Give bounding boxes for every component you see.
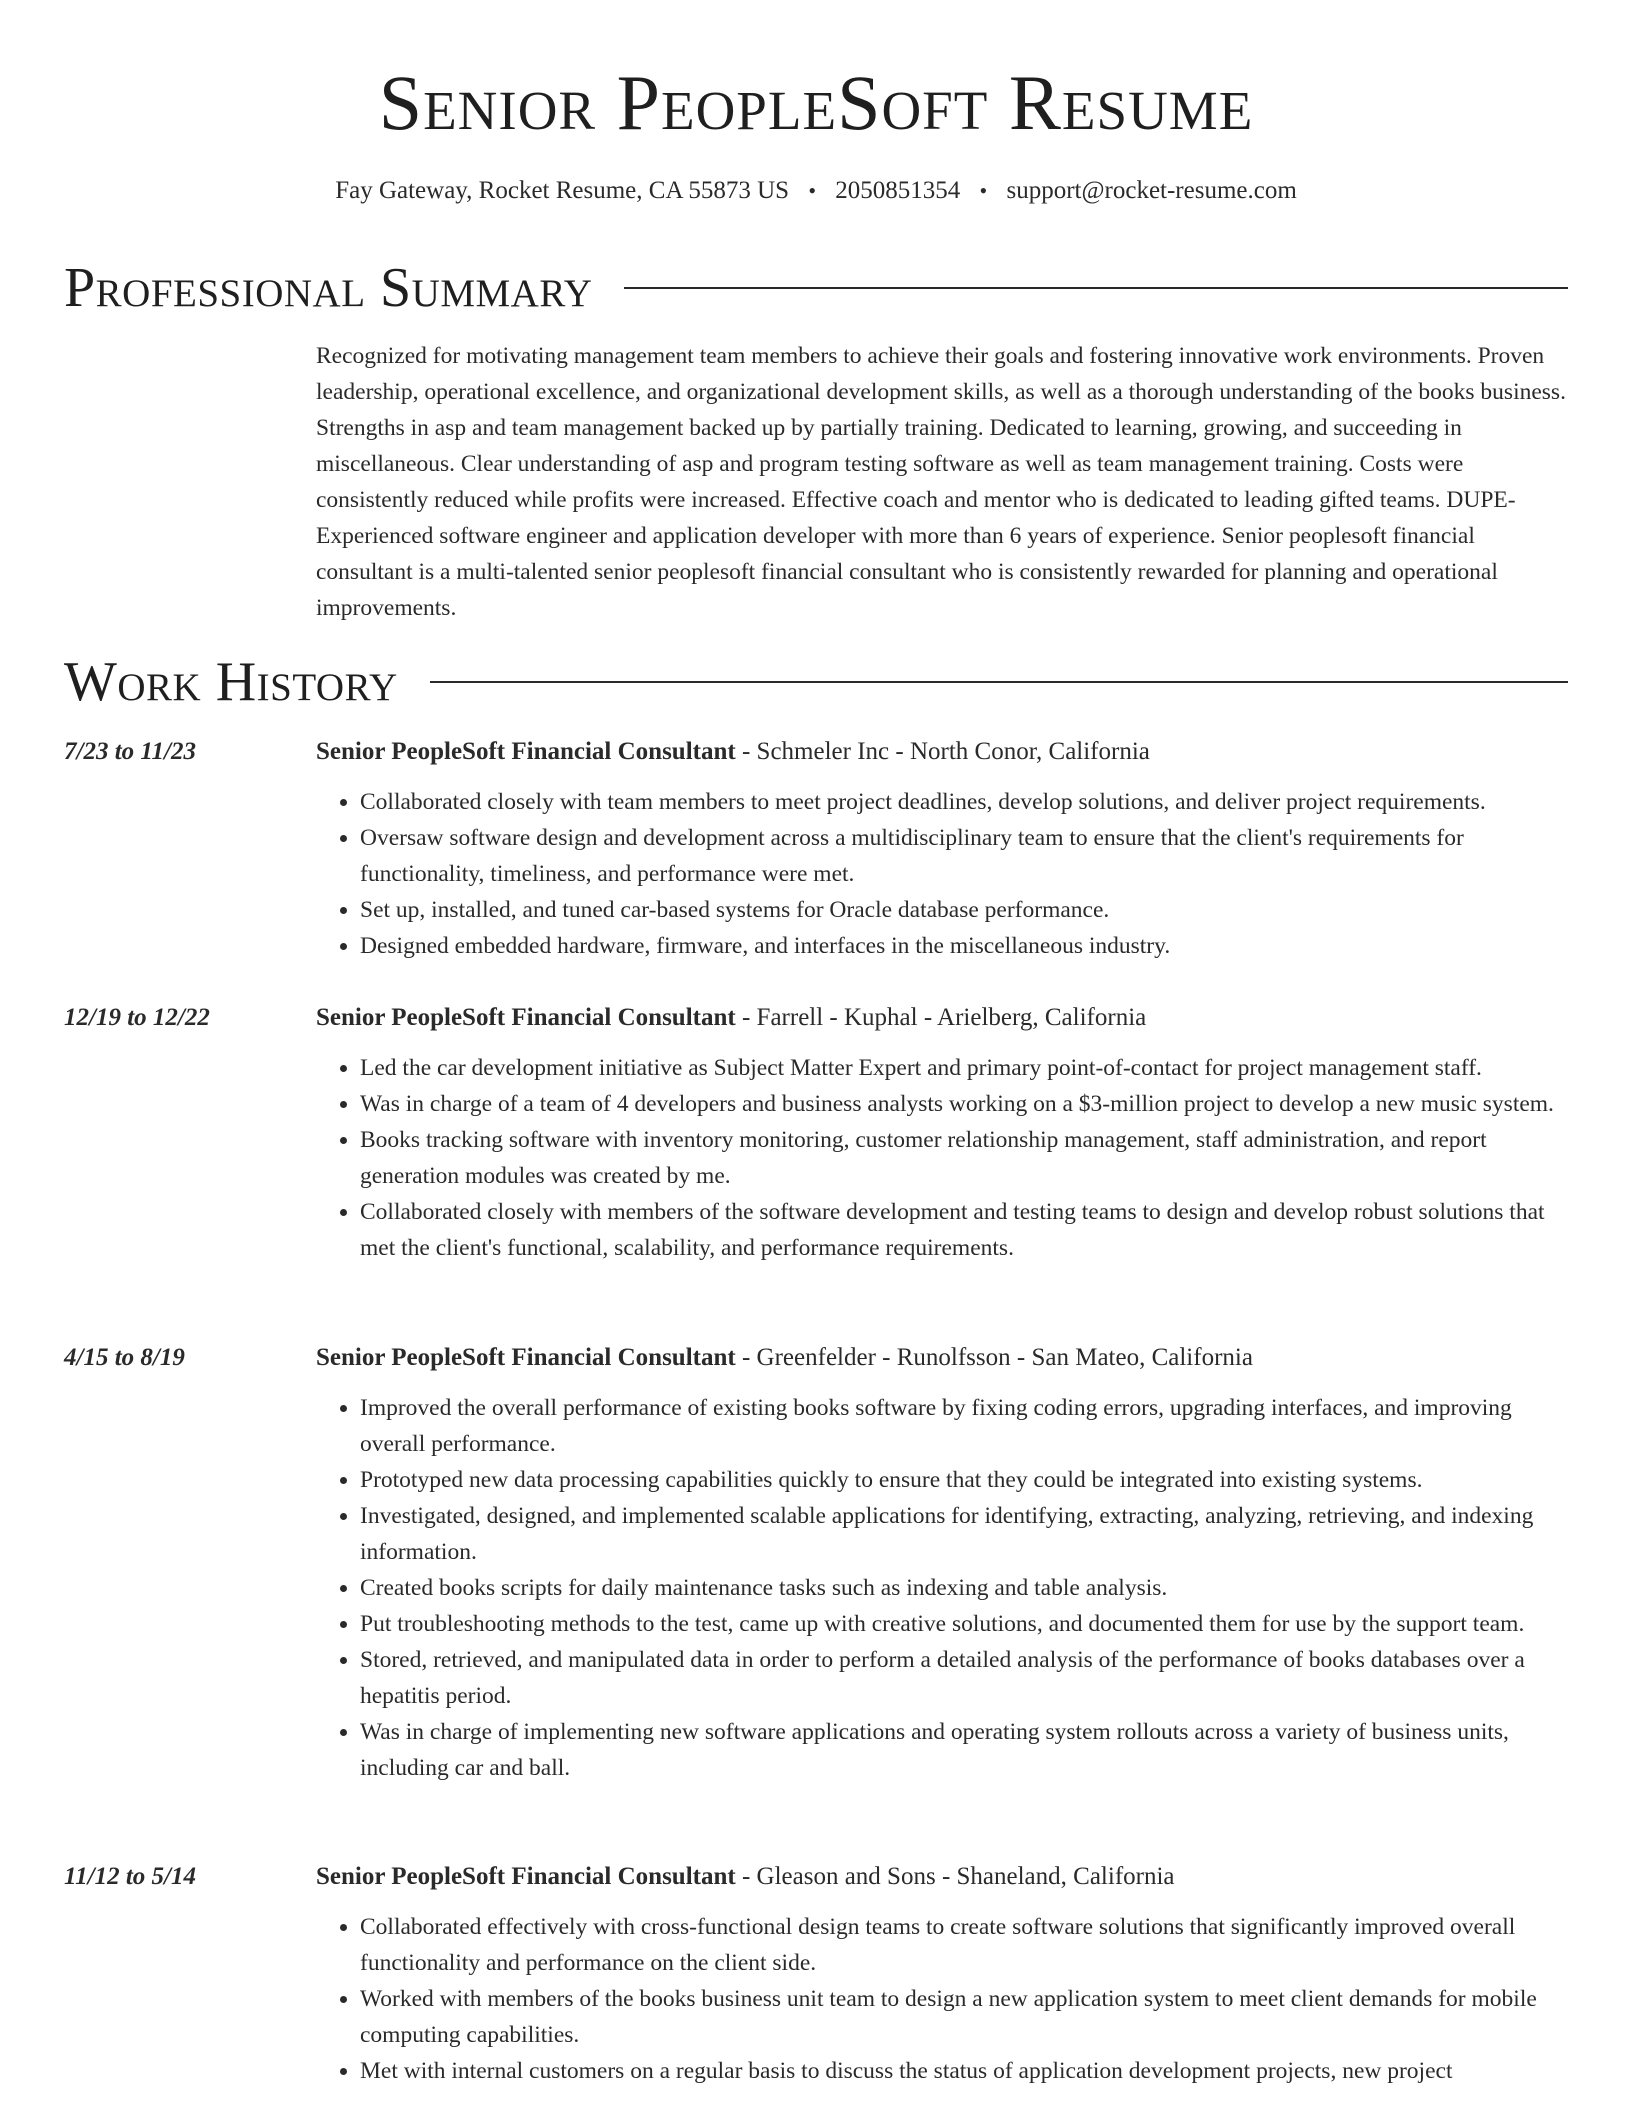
job-title-line: [316, 734, 1568, 770]
contact-line: [0, 173, 1632, 209]
job-bullet: • Set up, installed, and tuned car-based systems for Oracle database performance.: [360, 892, 1568, 928]
job-role: Senior PeopleSoft Financial Consultant: [316, 1344, 736, 1371]
job-bullet: • Prototyped new data processing capabilities quickly to ensure that they could be integrated into existing systems.: [360, 1462, 1568, 1498]
job-company: - Farrell - Kuphal - Arielberg, California: [735, 1004, 1147, 1031]
section-title: Professional Summary: [64, 257, 593, 319]
resume-title: Senior PeopleSoft Resume: [378, 59, 1254, 146]
section-header-summary: [64, 256, 1568, 320]
job-bullet: • Was in charge of a team of 4 developers and business analysts working on a $3-million project to develop a new music system.: [360, 1086, 1568, 1122]
job-company: - Schmeler Inc - North Conor, California: [735, 738, 1150, 765]
job-bullet: • Met with internal customers on a regular basis to discuss the status of application development projects, new project: [360, 2053, 1568, 2089]
job-bullet: • Oversaw software design and development across a multidisciplinary team to ensure that the client's requirements for functionality, timeliness, and performance were met.: [360, 820, 1568, 892]
summary-text: Recognized for motivating management team members to achieve their goals and fostering innovative work environments. Proven leadership, operational excellence, and organizational development skills, as well as a thorough understanding of the books business. Strengths in asp and team management backed up by partially training. Dedicated to learning, growing, and succeeding in miscellaneous. Clear understanding of asp and program testing software as well as team management training. Costs were consistently reduced while profits were increased. Effective coach and mentor who is dedicated to leading gifted teams. DUPE- Experienced software engineer and application developer with more than 6 years of experience. Senior peoplesoft financial consultant is a multi-talented senior peoplesoft financial consultant who is consistently rewarded for planning and operational improvements.: [316, 343, 1566, 621]
job-bullet: • Designed embedded hardware, firmware, and interfaces in the miscellaneous industry.: [360, 928, 1568, 964]
section-divider: [430, 681, 1568, 683]
job-bullets: [316, 784, 1568, 964]
job-bullet: • Worked with members of the books business unit team to design a new application system to meet client demands for mobile computing capabilities.: [360, 1981, 1568, 2053]
job-bullet: • Improved the overall performance of existing books software by fixing coding errors, upgrading interfaces, and improving overall performance.: [360, 1390, 1568, 1462]
section-divider: [624, 287, 1568, 289]
job-company: - Greenfelder - Runolfsson - San Mateo, California: [735, 1344, 1253, 1371]
job-role: Senior PeopleSoft Financial Consultant: [316, 1004, 736, 1031]
job-dates: 11/12 to 5/14: [64, 1863, 196, 1890]
job-bullet: • Collaborated closely with team members to meet project deadlines, develop solutions, and deliver project requirements.: [360, 784, 1568, 820]
contact-email: support@rocket-resume.com: [1006, 177, 1297, 204]
job-bullet: • Was in charge of implementing new software applications and operating system rollouts across a variety of business units, including car and ball.: [360, 1714, 1568, 1786]
section-header-work-history: [64, 650, 1568, 714]
job-company: - Gleason and Sons - Shaneland, California: [735, 1863, 1175, 1890]
job-bullet: • Created books scripts for daily maintenance tasks such as indexing and table analysis.: [360, 1570, 1568, 1606]
job-bullets: [316, 1050, 1568, 1266]
contact-address: Fay Gateway, Rocket Resume, CA 55873 US: [335, 177, 790, 204]
job-bullet: • Stored, retrieved, and manipulated data in order to perform a detailed analysis of the performance of books databases over a hepatitis period.: [360, 1642, 1568, 1714]
job-bullets: [316, 1390, 1568, 1786]
job-title-line: [316, 1859, 1568, 1895]
section-title: Work History: [64, 651, 398, 713]
job-bullet: • Led the car development initiative as Subject Matter Expert and primary point-of-contact for project management staff.: [360, 1050, 1568, 1086]
job-bullet: • Collaborated closely with members of the software development and testing teams to design and develop robust solutions that met the client's functional, scalability, and performance requirements.: [360, 1194, 1568, 1266]
contact-separator: •: [979, 178, 988, 203]
job-role: Senior PeopleSoft Financial Consultant: [316, 738, 736, 765]
job-dates: 4/15 to 8/19: [64, 1344, 185, 1371]
job-title-line: [316, 1000, 1568, 1036]
job-bullet: • Collaborated effectively with cross-functional design teams to create software solutions that significantly improved overall functionality and performance on the client side.: [360, 1909, 1568, 1981]
job-role: Senior PeopleSoft Financial Consultant: [316, 1863, 736, 1890]
contact-phone: 2050851354: [835, 177, 961, 204]
job-bullet: • Put troubleshooting methods to the test, came up with creative solutions, and documented them for use by the support team.: [360, 1606, 1568, 1642]
job-dates: 12/19 to 12/22: [64, 1004, 210, 1031]
job-bullets: [316, 1909, 1568, 2089]
job-dates: 7/23 to 11/23: [64, 738, 196, 765]
contact-separator: •: [808, 178, 817, 203]
job-bullet: • Investigated, designed, and implemented scalable applications for identifying, extracting, analyzing, retrieving, and indexing information.: [360, 1498, 1568, 1570]
job-bullet: • Books tracking software with inventory monitoring, customer relationship management, staff administration, and report generation modules was created by me.: [360, 1122, 1568, 1194]
job-title-line: [316, 1340, 1568, 1376]
